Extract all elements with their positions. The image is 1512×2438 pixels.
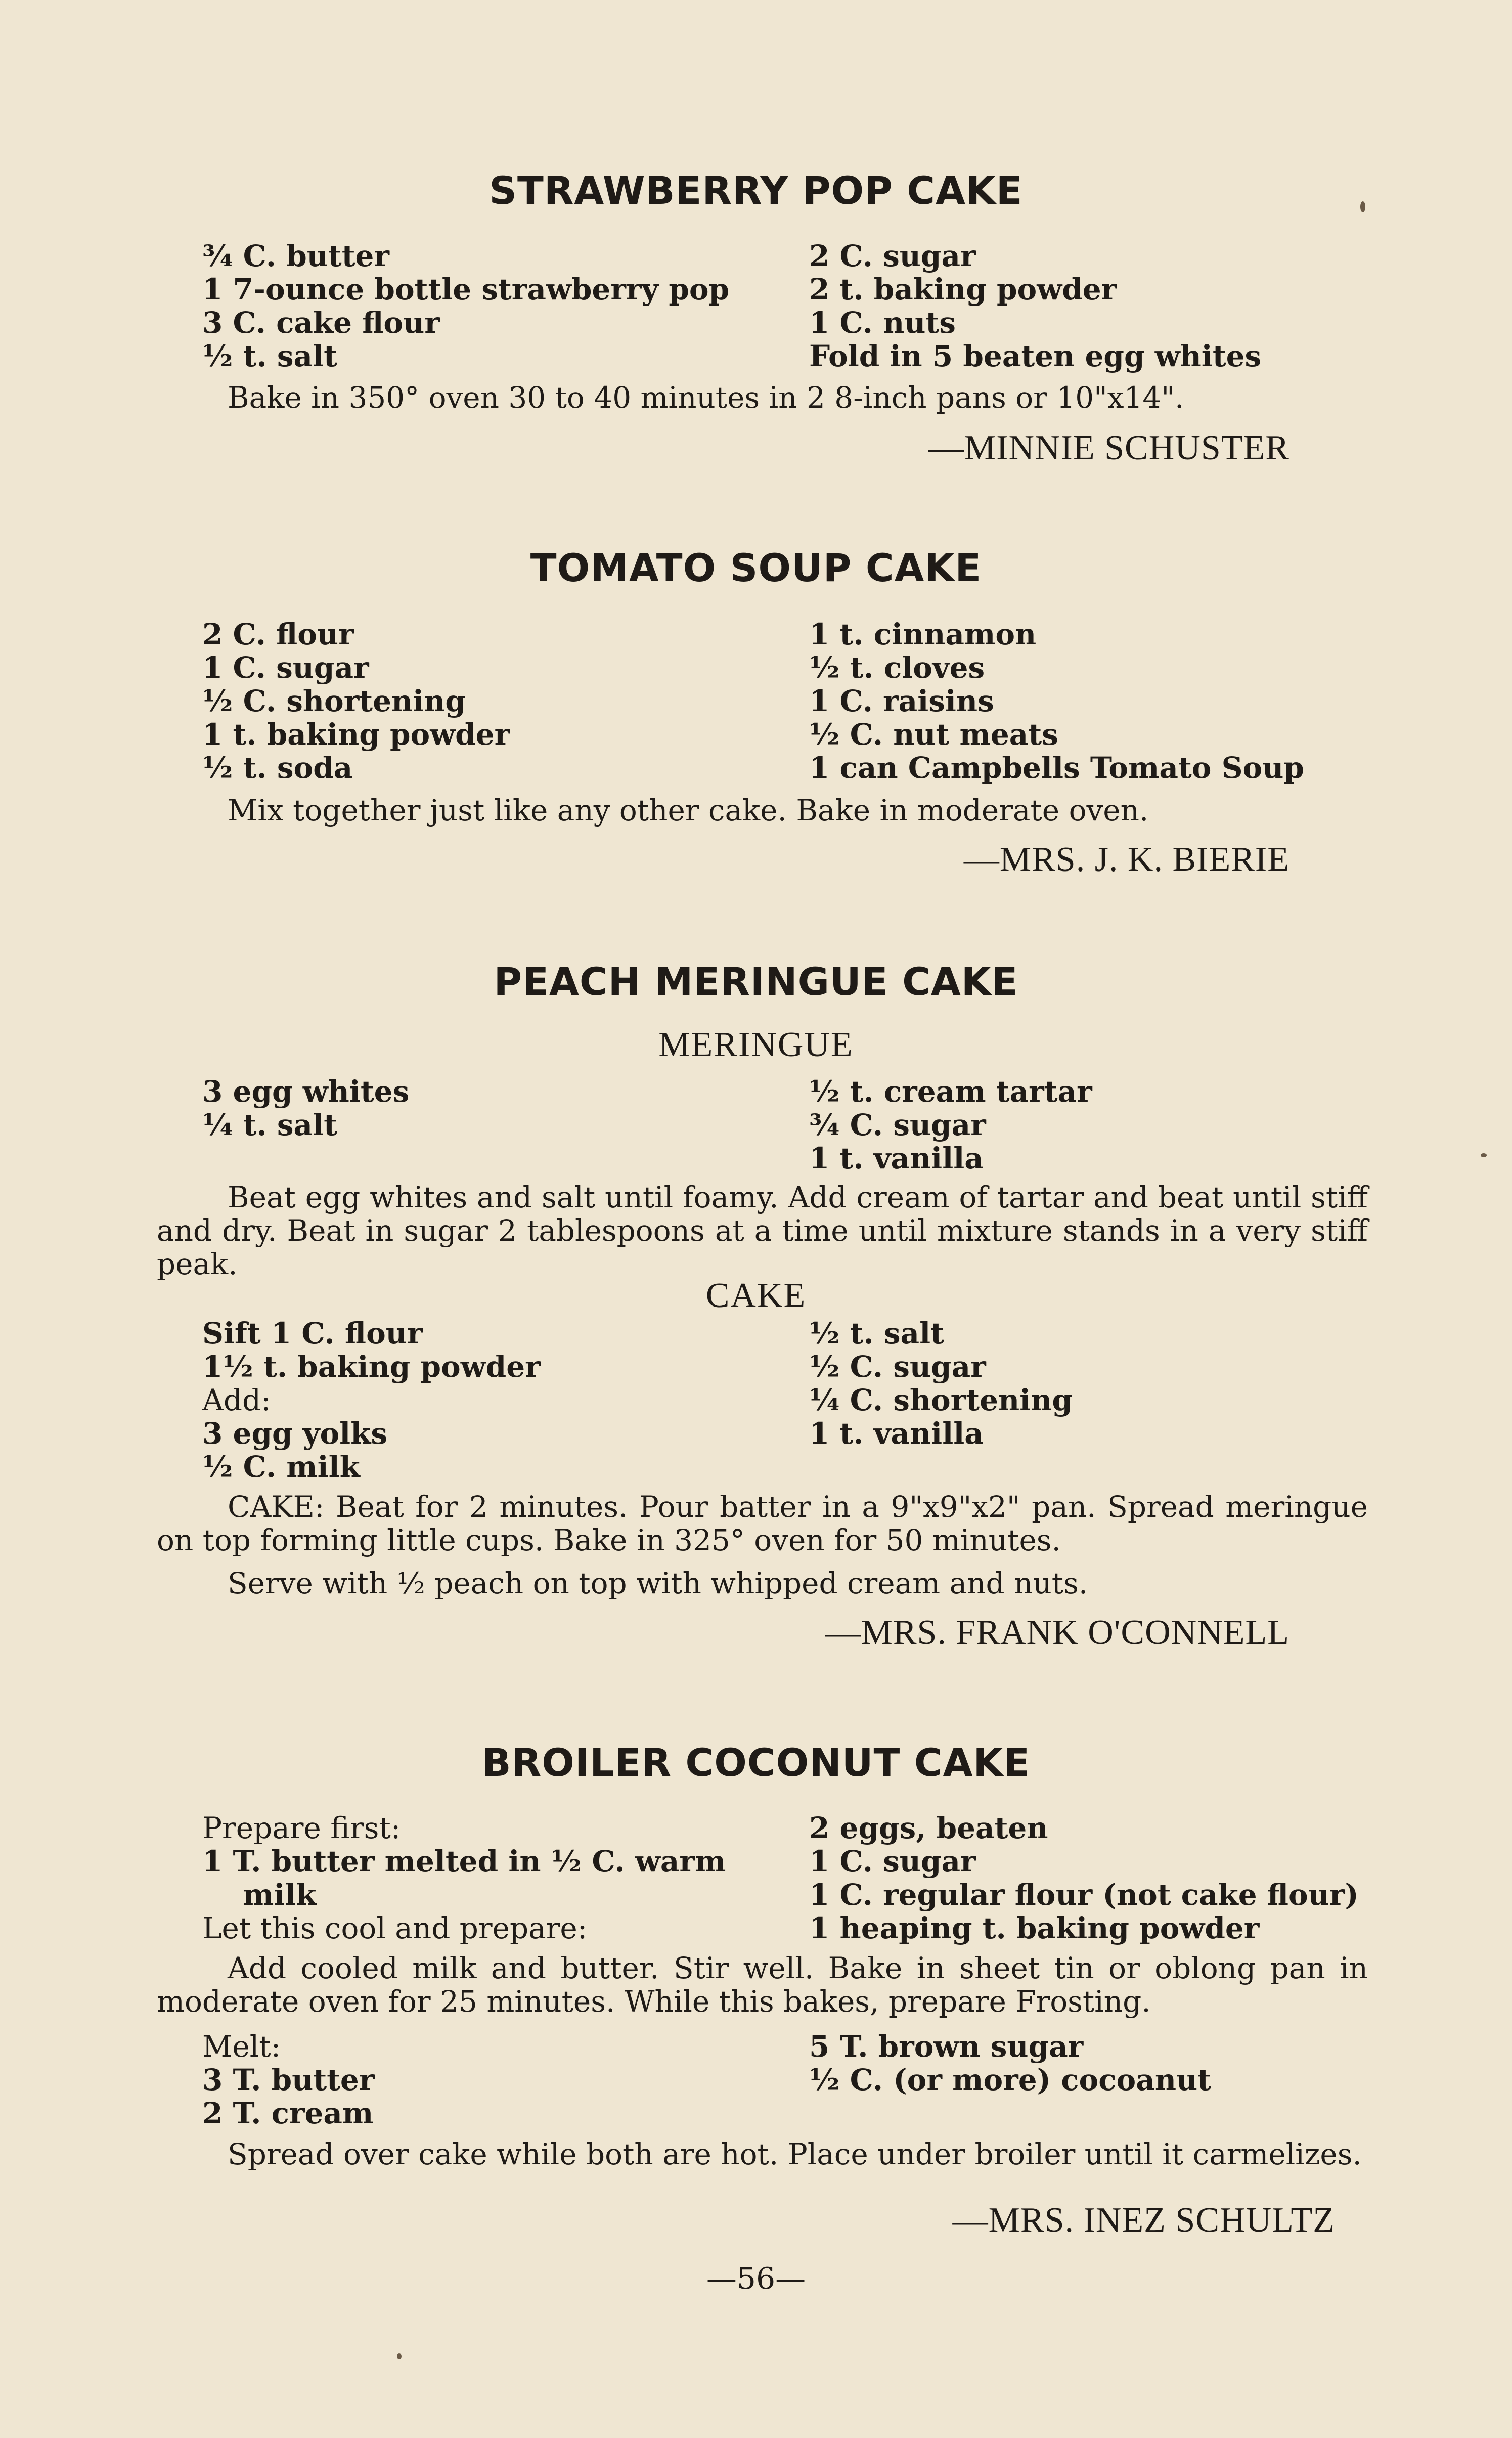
section-heading-meringue: MERINGUE <box>658 1025 854 1064</box>
ingredient: ¾ C. butter <box>202 239 389 273</box>
ingredient: 5 T. brown sugar <box>809 2029 1084 2064</box>
ingredient: 1 7-ounce bottle strawberry pop <box>202 272 730 307</box>
instructions: Mix together just like any other cake. Bake in moderate oven. <box>228 793 1149 828</box>
ingredient: 1 T. butter melted in ½ C. warm <box>202 1844 726 1879</box>
final-instructions: Spread over cake while both are hot. Place under broiler until it carmelizes. <box>228 2137 1362 2171</box>
paper-speck <box>1481 1153 1487 1157</box>
ingredient: 1 C. raisins <box>809 684 994 718</box>
ingredient: 1 heaping t. baking powder <box>809 1911 1260 1945</box>
ingredient: 1 C. sugar <box>202 650 369 685</box>
ingredient: 1 can Campbells Tomato Soup <box>809 751 1304 785</box>
ingredient: ½ t. soda <box>202 751 353 785</box>
ingredient: milk <box>243 1878 317 1912</box>
ingredient: ½ t. salt <box>202 339 337 373</box>
cake-instructions: CAKE: Beat for 2 minutes. Pour batter in a 9"x9"x2" pan. Spread meringue on top forming little cups. Bake in 325° oven for 50 minutes. <box>157 1490 1368 1557</box>
ingredient: Add: <box>202 1383 271 1417</box>
author-signature: —MINNIE SCHUSTER <box>928 428 1289 467</box>
ingredient: 1 t. vanilla <box>809 1416 984 1451</box>
ingredient: 3 T. butter <box>202 2063 375 2097</box>
recipe-title-tomato-soup-cake: TOMATO SOUP CAKE <box>530 545 982 590</box>
cake-instructions: Add cooled milk and butter. Stir well. Bake in sheet tin or oblong pan in moderate oven for 25 minutes. While this bakes, prepare Frosting. <box>157 1951 1368 2019</box>
recipe-title-peach-meringue-cake: PEACH MERINGUE CAKE <box>494 959 1018 1004</box>
ingredient: 3 egg whites <box>202 1074 410 1109</box>
page-number: —56— <box>706 2261 806 2296</box>
ingredient: 1 C. nuts <box>809 306 956 340</box>
recipe-title-strawberry-pop-cake: STRAWBERRY POP CAKE <box>489 168 1023 213</box>
ingredient: 2 C. flour <box>202 617 354 651</box>
ingredient: ½ C. nut meats <box>809 717 1058 752</box>
author-signature: —MRS. J. K. BIERIE <box>963 840 1289 879</box>
ingredient: ½ t. salt <box>809 1316 944 1351</box>
ingredient: 1 C. regular flour (not cake flour) <box>809 1878 1359 1912</box>
author-signature: —MRS. FRANK O'CONNELL <box>825 1613 1289 1652</box>
ingredient: ¼ C. shortening <box>809 1383 1073 1417</box>
step-label: Let this cool and prepare: <box>202 1911 588 1945</box>
paper-speck <box>1360 201 1365 212</box>
meringue-instructions: Beat egg whites and salt until foamy. Add cream of tartar and beat until stiff and dry. Beat in sugar 2 tablespoons at a time until mixture stands in a very stiff peak. <box>157 1180 1368 1281</box>
ingredient: ½ t. cloves <box>809 650 985 685</box>
ingredient: ¼ t. salt <box>202 1108 337 1142</box>
paper-speck <box>397 2353 402 2359</box>
ingredient: ½ C. (or more) cocoanut <box>809 2063 1211 2097</box>
step-label: Prepare first: <box>202 1811 401 1845</box>
step-label: Melt: <box>202 2029 281 2064</box>
ingredient: ½ C. sugar <box>809 1349 986 1384</box>
recipe-title-broiler-coconut-cake: BROILER COCONUT CAKE <box>481 1740 1031 1785</box>
ingredient: 2 t. baking powder <box>809 272 1117 307</box>
serving-note: Serve with ½ peach on top with whipped cream and nuts. <box>228 1566 1088 1600</box>
ingredient: 1½ t. baking powder <box>202 1349 541 1384</box>
ingredient: 1 t. baking powder <box>202 717 510 752</box>
ingredient: 2 C. sugar <box>809 239 976 273</box>
author-signature: —MRS. INEZ SCHULTZ <box>952 2201 1335 2240</box>
ingredient: 1 t. vanilla <box>809 1141 984 1176</box>
ingredient: ½ C. shortening <box>202 684 466 718</box>
section-heading-cake: CAKE <box>705 1276 807 1315</box>
ingredient: 2 eggs, beaten <box>809 1811 1048 1845</box>
ingredient: 3 egg yolks <box>202 1416 388 1451</box>
ingredient: 1 C. sugar <box>809 1844 976 1879</box>
ingredient: Sift 1 C. flour <box>202 1316 423 1351</box>
ingredient: ¾ C. sugar <box>809 1108 986 1142</box>
ingredient: ½ t. cream tartar <box>809 1074 1092 1109</box>
ingredient: 3 C. cake flour <box>202 306 440 340</box>
ingredient: 2 T. cream <box>202 2096 374 2130</box>
ingredient: ½ C. milk <box>202 1450 360 1484</box>
ingredient: Fold in 5 beaten egg whites <box>809 339 1262 373</box>
ingredient: 1 t. cinnamon <box>809 617 1037 651</box>
instructions: Bake in 350° oven 30 to 40 minutes in 2 8-inch pans or 10"x14". <box>228 380 1184 415</box>
